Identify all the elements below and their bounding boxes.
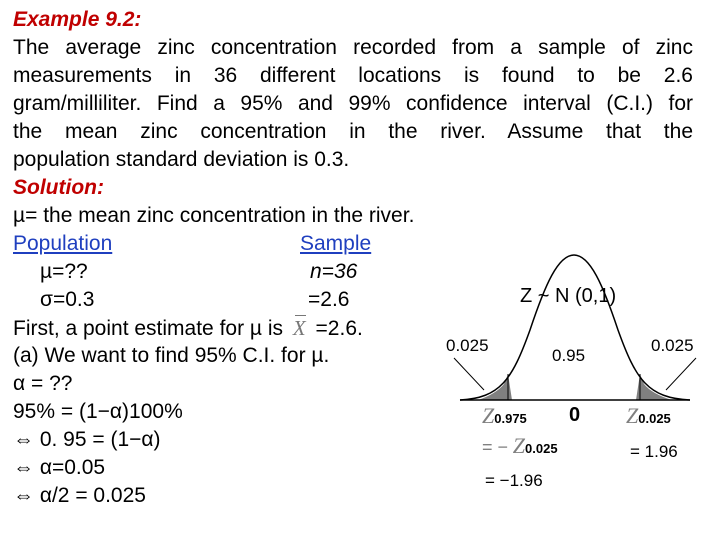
z-left-value: = −1.96	[485, 471, 543, 490]
z-right-label	[626, 403, 671, 429]
left-tail-arrow	[454, 358, 484, 390]
solution-heading: Solution:	[13, 176, 104, 199]
point-estimate-value: =2.6.	[315, 317, 363, 340]
mu-unknown: µ=??	[40, 260, 88, 283]
xbar-value: =2.6	[308, 288, 350, 311]
xbar-symbol: X	[292, 316, 306, 340]
distribution-label: Z ~ N (0,1)	[520, 285, 617, 307]
alpha-question: α = ??	[13, 372, 73, 395]
z-left-subscript: 0.975	[494, 411, 527, 426]
sigma-value: σ=0.3	[40, 288, 95, 311]
normal-curve-diagram	[440, 230, 710, 410]
left-tail-label: 0.025	[446, 336, 489, 355]
n-value: n=36	[310, 260, 358, 283]
z-right-subscript: 0.025	[638, 411, 671, 426]
problem-line-1: The average zinc concentration recorded from a sample of zinc	[13, 36, 693, 59]
z-right-equation: = 1.96	[630, 442, 678, 461]
z-left-label	[482, 403, 527, 429]
example-heading: Example 9.2:	[13, 8, 142, 31]
point-estimate-text: First, a point estimate for µ is	[13, 317, 284, 340]
z-left-symbol: Z	[482, 403, 495, 428]
equation-1: 95% = (1−α)100%	[13, 400, 183, 423]
equation-2: ⇔ 0. 95 = (1−α)	[13, 428, 161, 451]
point-estimate-line	[13, 314, 363, 343]
z-left-equation	[482, 433, 558, 459]
step-a: (a) We want to find 95% C.I. for µ.	[13, 344, 330, 367]
right-tail-label: 0.025	[651, 336, 694, 355]
center-area-label: 0.95	[552, 346, 586, 365]
problem-line-3: gram/milliliter. Find a 95% and 99% confidence interval (C.I.) for	[13, 92, 693, 115]
population-label: Population	[13, 232, 113, 255]
equation-3: ⇔ α=0.05	[13, 456, 106, 479]
bell-curve	[460, 255, 690, 400]
problem-line-5: population standard deviation is 0.3.	[13, 148, 350, 171]
sample-label: Sample	[300, 232, 372, 255]
z-right-symbol: Z	[626, 403, 639, 428]
right-tail-arrow	[666, 358, 696, 390]
z-left-equation-prefix: = −	[482, 437, 509, 457]
mu-definition: µ= the mean zinc concentration in the river.	[13, 204, 415, 227]
problem-line-2: measurements in 36 different locations is found to be 2.6	[13, 64, 693, 87]
z-left-equation-symbol: Z	[512, 433, 526, 458]
equation-4: ⇔ α/2 = 0.025	[13, 484, 146, 507]
problem-line-4: the mean zinc concentration in the river. Assume that the	[13, 120, 693, 143]
z-zero-label: 0	[569, 404, 581, 426]
z-left-equation-subscript: 0.025	[525, 441, 558, 456]
